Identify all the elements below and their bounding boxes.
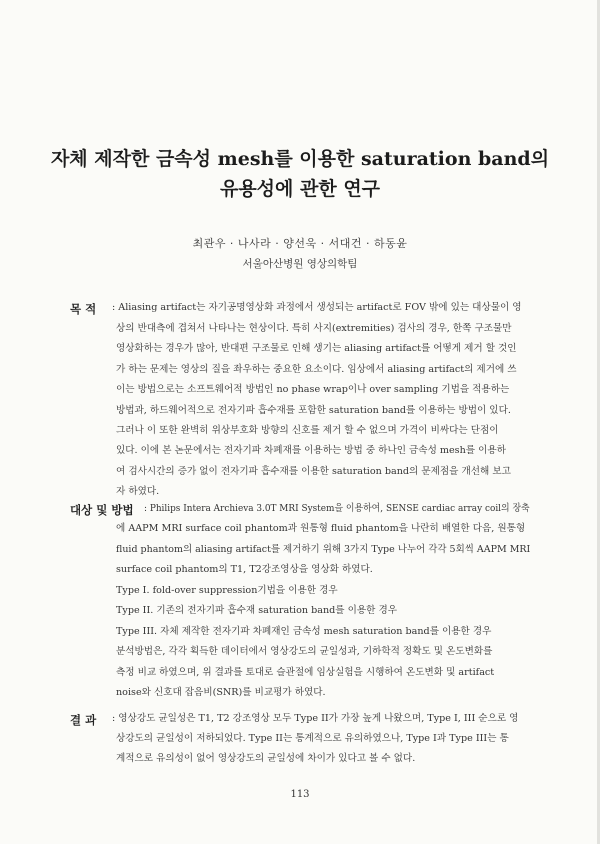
purpose-line: 방법과, 하드웨어적으로 전자기파 흡수재를 포함한 saturation band를 이용하는 방법이 있다. [116, 405, 511, 416]
methods-line: surface coil phantom의 T1, T2강조영상을 영상화 하였다. [116, 564, 373, 575]
methods-line: Type I. fold-over suppression기법을 이용한 경우 [116, 585, 338, 596]
purpose-line: : Aliasing artifact는 자기공명영상화 과정에서 생성되는 artifact로 FOV 밖에 있는 대상물이 영 [112, 302, 522, 313]
methods-line: 에 AAPM MRI surface coil phantom과 원통형 fluid phantom을 나란히 배열한 다음, 원통형 [116, 523, 526, 534]
purpose-line: 여 검사시간의 증가 없이 전자기파 흡수재를 이용한 saturation band의 문제점을 개선해 보고 [116, 466, 511, 477]
author-list: 최관우 · 나사라 · 양선욱 · 서대건 · 하동윤 [192, 237, 408, 250]
methods-line: fluid phantom의 aliasing artifact를 제거하기 위해 3가지 Type 나누어 각각 5회씩 AAPM MRI [116, 544, 531, 555]
methods-line: Type III. 자체 제작한 전자기파 차폐재인 금속성 mesh saturation band를 이용한 경우 [116, 626, 492, 637]
results-line: : 영상강도 균일성은 T1, T2 강조영상 모두 Type II가 가장 높게 나왔으며, Type I, III 순으로 영 [112, 713, 519, 724]
purpose-line: 그러나 이 또한 완벽히 위상부호화 방향의 신호를 제거 할 수 없으며 가격이 비싸다는 단점이 [116, 425, 499, 436]
section-heading-methods: 대상 및 방법 [70, 503, 134, 517]
purpose-line: 가 하는 문제는 영상의 질을 좌우하는 중요한 요소이다. 임상에서 aliasing artifact의 제거에 쓰 [116, 364, 517, 375]
section-heading-purpose: 목 적 [70, 302, 97, 316]
methods-line: 분석방법은, 각각 획득한 데이터에서 영상강도의 균일성과, 기하학적 정확도 및 온도변화를 [116, 646, 493, 657]
paper-title-line-2: 유용성에 관한 연구 [219, 178, 381, 200]
purpose-line: 자 하였다. [116, 486, 160, 497]
page-number: 113 [290, 789, 310, 800]
methods-line: Type II. 기존의 전자기파 흡수재 saturation band를 이용한 경우 [116, 605, 397, 616]
results-line: 상강도의 균일성이 저하되었다. Type II는 통계적으로 유의하였으나, Type I과 Type III는 통 [116, 733, 509, 744]
purpose-line: 상의 반대측에 겹쳐서 나타나는 현상이다. 특히 사지(extremities) 검사의 경우, 한쪽 구조물만 [116, 323, 512, 334]
purpose-line: 이는 방법으로는 소프트웨어적 방법인 no phase wrap이나 over sampling 기법을 적용하는 [116, 384, 510, 395]
affiliation: 서울아산병원 영상의학팀 [242, 258, 358, 270]
results-line: 계적으로 유의성이 없어 영상강도의 균일성에 차이가 있다고 볼 수 없다. [116, 753, 416, 764]
methods-line: noise와 신호대 잡음비(SNR)를 비교평가 하였다. [116, 687, 326, 698]
purpose-line: 영상화하는 경우가 많아, 반대편 구조물로 인해 생기는 aliasing artifact를 어떻게 제거 할 것인 [116, 343, 517, 354]
methods-line: : Philips Intera Archieva 3.0T MRI System을 이용하여, SENSE cardiac array coil의 장축 [144, 503, 530, 514]
methods-line: 측정 비교 하였으며, 위 결과를 토대로 슬관절에 임상실험을 시행하여 온도변화 및 artifact [116, 667, 495, 678]
section-heading-results: 결 과 [70, 713, 97, 727]
paper-title-line-1: 자체 제작한 금속성 mesh를 이용한 saturation band의 [50, 148, 550, 170]
purpose-line: 있다. 이에 본 논문에서는 전자기파 차폐재를 이용하는 방법 중 하나인 금속성 mesh를 이용하 [116, 445, 506, 456]
